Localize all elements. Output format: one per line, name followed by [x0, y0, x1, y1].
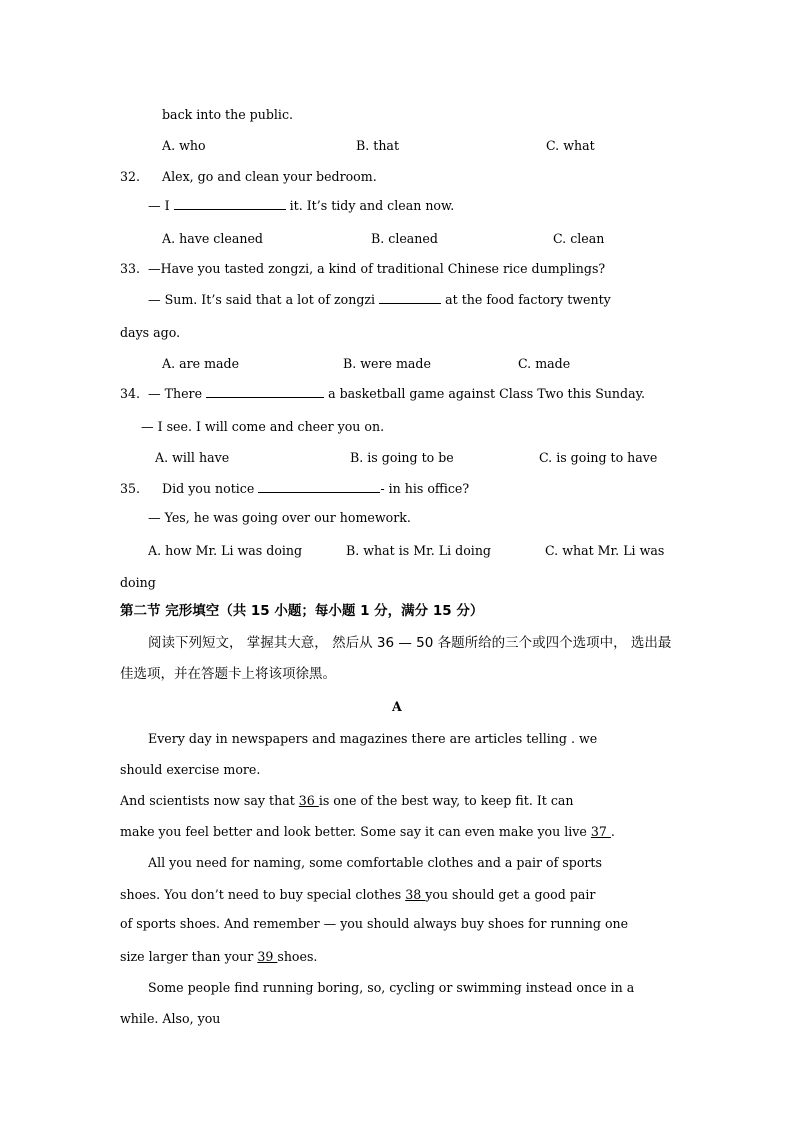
- passage-line-8: [120, 949, 317, 965]
- q34-number: 34.: [120, 386, 141, 401]
- q35-prompt-post: - in his office?: [380, 481, 470, 496]
- q35-option-b: B. what is Mr. Li doing: [346, 543, 491, 558]
- passage-text: make you feel better and look better. Some say it can even make you live: [120, 824, 587, 839]
- q34-blank: [206, 386, 324, 398]
- q35-option-c-continuation: doing: [120, 575, 156, 590]
- q32-blank: [174, 198, 286, 210]
- q34-option-c: C. is going to have: [539, 450, 658, 465]
- q35-option-a: A. how Mr. Li was doing: [148, 543, 303, 558]
- q35-response: — Yes, he was going over our homework.: [148, 510, 411, 525]
- section-instructions-line2: 佳选项，并在答题卡上将该项徐黑。: [120, 666, 336, 682]
- passage-text: shoes. You don’t need to buy special clothes: [120, 887, 402, 902]
- passage-text: shoes.: [277, 949, 318, 964]
- q31-option-b: B. that: [356, 138, 400, 153]
- q35-prompt: [162, 481, 469, 497]
- q32-prompt: Alex, go and clean your bedroom.: [162, 169, 377, 184]
- passage-text: is one of the best way, to keep fit. It can: [318, 793, 574, 808]
- q33-option-a: A. are made: [162, 356, 240, 371]
- blank-38: 38: [405, 887, 426, 902]
- q33-response-pre: — Sum. It’s said that a lot of zongzi: [148, 292, 376, 307]
- blank-37: 37: [590, 824, 611, 839]
- q33-response-post: at the food factory twenty: [445, 292, 611, 307]
- q34-prompt-post: a basketball game against Class Two this Sunday.: [328, 386, 646, 401]
- passage-line-6: [120, 887, 595, 903]
- section-heading: 第二节 完形填空（共 15 小题；每小题 1 分，满分 15 分）: [120, 603, 484, 619]
- q35-number: 35.: [120, 481, 141, 496]
- q33-option-b: B. were made: [343, 356, 431, 371]
- q32-option-a: A. have cleaned: [162, 231, 263, 246]
- q33-option-c: C. made: [518, 356, 571, 371]
- q33-number: 33.: [120, 261, 141, 276]
- passage-line-7: of sports shoes. And remember — you should always buy shoes for running one: [120, 916, 629, 931]
- q34-prompt: [148, 386, 645, 402]
- passage-label: A: [392, 699, 402, 714]
- passage-line-3: [120, 793, 574, 809]
- passage-line-5: All you need for naming, some comfortable clothes and a pair of sports: [148, 855, 602, 870]
- q34-option-a: A. will have: [155, 450, 230, 465]
- passage-text: And scientists now say that: [120, 793, 295, 808]
- q34-response: — I see. I will come and cheer you on.: [141, 419, 385, 434]
- passage-text: you should get a good pair: [425, 887, 596, 902]
- q34-prompt-pre: — There: [148, 386, 203, 401]
- q33-prompt: —Have you tasted zongzi, a kind of traditional Chinese rice dumplings?: [148, 261, 606, 276]
- q32-number: 32.: [120, 169, 141, 184]
- passage-line-2: should exercise more.: [120, 762, 261, 777]
- q35-option-c: C. what Mr. Li was: [545, 543, 665, 558]
- q32-option-c: C. clean: [553, 231, 605, 246]
- passage-line-1: Every day in newspapers and magazines there are articles telling . we: [148, 731, 598, 746]
- passage-line-4: [120, 824, 615, 840]
- q35-prompt-pre: Did you notice: [162, 481, 255, 496]
- q31-continuation: back into the public.: [162, 107, 294, 122]
- q33-blank: [379, 292, 441, 304]
- q32-response-post: it. It’s tidy and clean now.: [289, 198, 455, 213]
- q33-response-continuation: days ago.: [120, 325, 181, 340]
- passage-line-9: Some people find running boring, so, cycling or swimming instead once in a: [148, 980, 635, 995]
- q33-response: [148, 292, 611, 308]
- q35-blank: [258, 481, 380, 493]
- q31-option-a: A. who: [162, 138, 206, 153]
- q32-response: [148, 198, 454, 214]
- passage-text: .: [610, 824, 615, 839]
- blank-39: 39: [257, 949, 278, 964]
- q31-option-c: C. what: [546, 138, 595, 153]
- section-instructions-line1: 阅读下列短文， 掌握其大意， 然后从 36 — 50 各题所给的三个或四个选项中， 选出最: [148, 635, 672, 651]
- blank-36: 36: [298, 793, 319, 808]
- q34-option-b: B. is going to be: [350, 450, 454, 465]
- passage-line-10: while. Also, you: [120, 1011, 221, 1026]
- q32-response-pre: — I: [148, 198, 170, 213]
- q32-option-b: B. cleaned: [371, 231, 438, 246]
- passage-text: size larger than your: [120, 949, 254, 964]
